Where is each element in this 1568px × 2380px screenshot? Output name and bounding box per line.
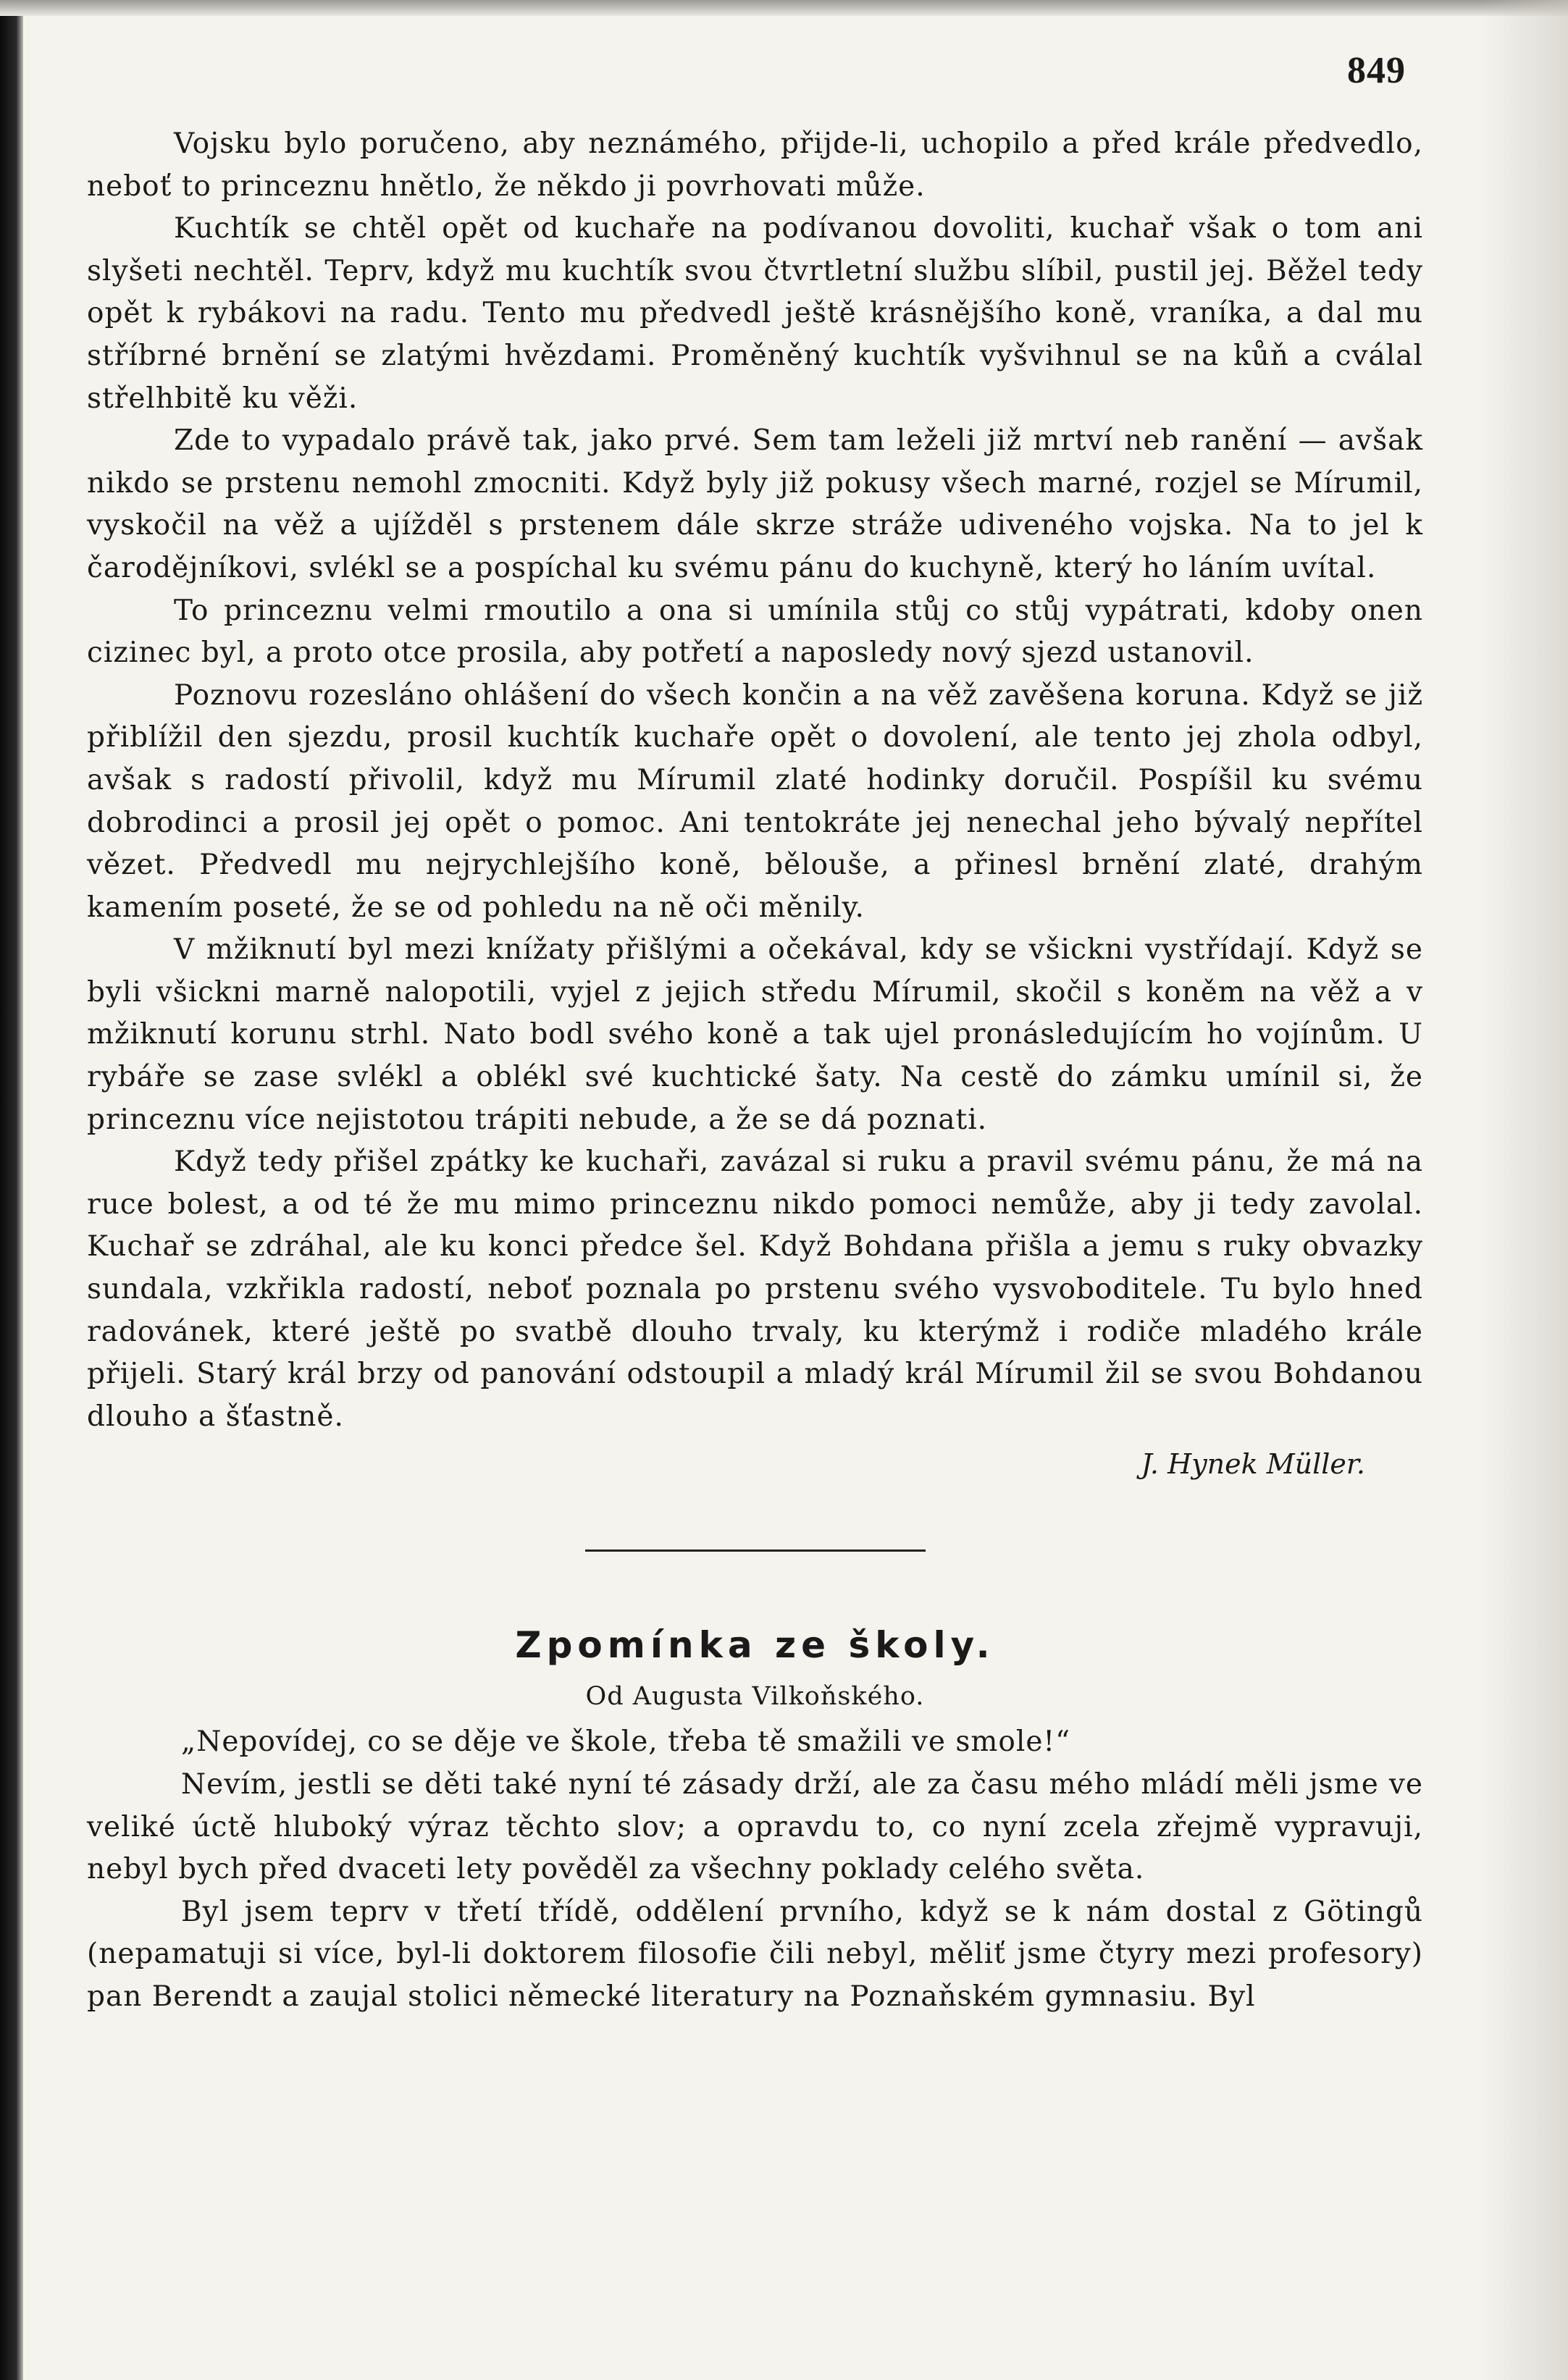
article-paragraph-2: Nevím, jestli se děti také nyní té zásady drží, ale za času mého mládí měli jsme ve veliké úctě hluboký výraz těchto slov; a opravdu to, co nyní zcela zřejmě vypravuji, nebyl bych před dvaceti lety pověděl za všechny poklady celého světa. <box>87 1768 1423 1886</box>
story-paragraph-6: V mžiknutí byl mezi knížaty přišlými a očekával, kdy se všickni vystřídají. Když se byli všickni marně nalopotili, vyjel z jejich středu Mírumil, skočil s koněm na věž a v mžiknutí korunu strhl. Nato bodl svého koně a tak ujel pronásledujícím ho vojínům. U rybáře se zase svlékl a oblékl své kuchtické šaty. Na cestě do zámku umínil si, že princeznu více nejistotou trápiti nebude, a že se dá poznati. <box>87 933 1423 1136</box>
article-title: Zpomínka ze školy. <box>515 1624 995 1667</box>
article-paragraph-1: „Nepovídej, co se děje ve škole, třeba tě smažili ve smole!“ <box>181 1725 1071 1759</box>
story-paragraph-5: Poznovu rozesláno ohlášení do všech končin a na věž zavěšena koruna. Když se již přiblížil den sjezdu, prosil kuchtík kuchaře opět o dovolení, ale tento jej zhola odbyl, avšak s radostí přivolil, když mu Mírumil zlaté hodinky doručil. Pospíšil ku svému dobrodinci a prosil jej opět o pomoc. Ani tentokráte jej nenechal jeho bývalý nepřítel vězet. Předvedl mu nejrychlejšího koně, bělouše, a přinesl brnění zlaté, drahým kamením poseté, že se od pohledu na ně oči měnily. <box>87 678 1423 924</box>
top-edge-shadow <box>0 0 1568 16</box>
story-paragraph-2: Kuchtík se chtěl opět od kuchaře na podívanou dovoliti, kuchař však o tom ani slyšeti nechtěl. Teprv, když mu kuchtík svou čtvrtletní službu slíbil, pustil jej. Běžel tedy opět k rybákovi na radu. Tento mu předvedl ještě krásnějšího koně, vraníka, a dal mu stříbrné brnění se zlatými hvězdami. Proměněný kuchtík vyšvihnul se na kůň a cválal střelhbitě ku věži. <box>87 212 1423 415</box>
article-byline: Od Augusta Vilkoňského. <box>585 1682 925 1712</box>
article-paragraph-3: Byl jsem teprv v třetí třídě, oddělení prvního, když se k nám dostal z Götingů (nepamatuji si více, byl-li doktorem filosofie čili nebyl, měliť jsme čtyry mezi profesory) pan Berendt a zaujal stolici německé literatury na Poznaňském gymnasiu. Byl <box>87 1895 1423 2013</box>
new-article <box>87 1621 1423 2018</box>
page-number: 849 <box>1347 50 1406 91</box>
section-divider <box>585 1549 926 1552</box>
story-paragraph-7: Když tedy přišel zpátky ke kuchaři, zavázal si ruku a pravil svému pánu, že má na ruce bolest, a od té že mu mimo princeznu nikdo pomoci nemůže, aby ji tedy zavolal. Kuchař se zdráhal, ale ku konci předce šel. Když Bohdana přišla a jemu s ruky obvazky sundala, vzkřikla radostí, neboť poznala po prstenu svého vysvoboditele. Tu bylo hned radovánek, které ještě po svatbě dlouho trvaly, ku kterýmž i rodiče mladého krále přijeli. Starý král brzy od panování odstoupil a mladý král Mírumil žil se svou Bohdanou dlouho a šťastně. <box>87 1145 1423 1433</box>
author-signature: J. Hynek Müller. <box>1141 1448 1365 1481</box>
article-body <box>87 1721 1423 2018</box>
text-block <box>87 123 1423 2019</box>
story-paragraph-4: To princeznu velmi rmoutilo a ona si umínila stůj co stůj vypátrati, kdoby onen cizinec byl, a proto otce prosila, aby potřetí a naposledy nový sjezd ustanovil. <box>87 594 1423 670</box>
story-paragraph-3: Zde to vypadalo právě tak, jako prvé. Sem tam leželi již mrtví neb ranění — avšak nikdo se prstenu nemohl zmocniti. Když byly již pokusy všech marné, rozjel se Mírumil, vyskočil na věž a ujížděl s prstenem dále skrze stráže udiveného vojska. Na to jel k čarodějníkovi, svlékl se a pospíchal ku svému pánu do kuchyně, který ho láním uvítal. <box>87 424 1423 584</box>
right-edge-shadow <box>1481 0 1568 2380</box>
story-continuation <box>87 123 1423 1486</box>
story-paragraph-1: Vojsku bylo poručeno, aby neznámého, přijde-li, uchopilo a před krále předvedlo, neboť to princeznu hnětlo, že někdo ji povrhovati může. <box>87 127 1423 203</box>
binding-shadow <box>0 0 23 2380</box>
